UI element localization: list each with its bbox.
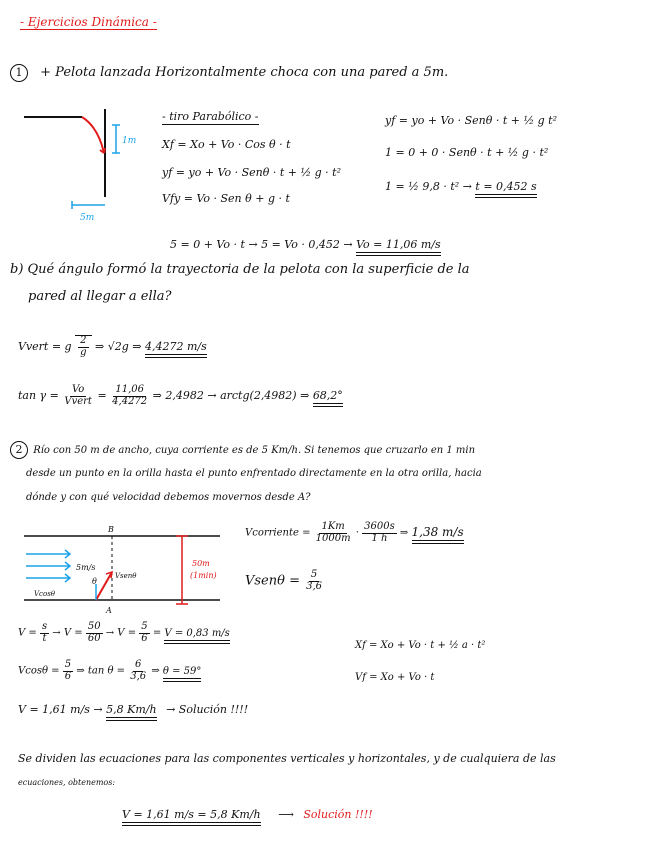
ex2-final-line: V = 1,61 m/s → 5,8 Km/h → Solución !!!! [18,703,248,716]
ex1-r1: yf = yo + Vo · Senθ · t + ½ g t² [385,114,557,127]
ex1-diagram [20,105,160,225]
ex1-r3: 1 = ½ 9,8 · t² → t = 0,452 s [385,180,537,193]
ex2-width-label: 50m [192,559,210,568]
ex1-height-label: 1m [122,136,137,146]
ex2-statement-3: dónde y con qué velocidad debemos movernos desde A? [26,492,311,503]
ex1-vvert-result: 4,4272 m/s [145,340,207,358]
ex2-velocity-vector [96,572,112,600]
svg-text:θ: θ [92,577,97,586]
ex2-conclusion-1: Se dividen las ecuaciones para las componentes verticales y horizontales, y de cualquiera de las [18,752,556,765]
ex2-v-line: V = $\frac{s}{t}$ → V = $\frac{50}{60}$ → V = $\frac{5}{6}$ = V = 0,83 m/s [18,621,230,644]
ex2-statement-1: 2 Río con 50 m de ancho, cuya corriente es de 5 Km/h. Si tenemos que cruzarlo en 1 min [10,441,475,459]
ex2-v-result: V = 0,83 m/s [164,628,229,644]
ex1-header [10,64,448,82]
ex2-vcos-line: Vcosθ = $\frac{5}{6}$ ⇒ tan θ = $\frac{6}{3,6}$ ⇒ θ = 59° [18,659,202,682]
ex1-vo-result: Vo = 11,06 m/s [356,238,441,256]
ex1-number: 1 [10,64,28,82]
ex2-diagram [20,522,235,622]
ex1-width-label: 5m [80,213,95,223]
ex1-trajectory [82,117,104,153]
ex2-statement-2: desde un punto en la orilla hasta el punto enfrentado directamente en la otra orilla, hacia [26,468,482,479]
ex2-point-a: A [106,606,112,615]
ex2-vcos-label: Vcosθ [34,590,55,598]
ex2-vsen-label: Vsenθ [115,572,137,580]
ex1-eq-x: Xf = Xo + Vo · Cos θ · t [162,138,291,151]
ex1-b-question-2: pared al llegar a ella? [28,289,172,304]
ex2-vf-eq: Vf = Xo + Vo · t [355,672,435,683]
ex2-number: 2 [10,441,28,459]
ex1-tan-line: tan γ = $\frac{Vo}{\text{Vvert}}$ = $\frac{11,06}{4,4272}$ ⇒ 2,4982 → arctg(2,4982) ⇒ 68,2° [18,384,343,407]
ex1-angle-result: 68,2° [313,389,343,407]
ex2-box-result: V = 1,61 m/s = 5,8 Km/h [122,808,261,826]
ex2-vc-line: Vcorriente = $\frac{1Km}{1000m}$ · $\frac{3600s}{1 h}$ ⇒ 1,38 m/s [245,521,464,544]
ex2-time-label: (1min) [190,571,217,580]
ex1-time-result: t = 0,452 s [475,180,536,198]
ex2-xf-eq: Xf = Xo + Vo · t + ½ a · t² [355,640,486,651]
ex2-vc-result: 1,38 m/s [412,525,464,544]
ex2-speed-label: 5m/s [76,563,96,572]
ex2-point-b: B [108,525,114,534]
ex2-box-line: V = 1,61 m/s = 5,8 Km/h ⟶ Solución !!!! [122,808,373,821]
ex1-r2: 1 = 0 + 0 · Senθ · t + ½ g · t² [385,146,549,159]
ex1-b-question-1: b) Qué ángulo formó la trayectoria de la pelota con la superficie de la [10,262,470,277]
ex2-conclusion-2: ecuaciones, obtenemos: [18,778,116,787]
ex2-box-solution: Solución !!!! [303,808,373,821]
ex1-statement: + Pelota lanzada Horizontalmente choca con una pared a 5m. [40,65,449,80]
ex1-type-label: - tiro Parabólico - [162,110,259,123]
ex1-eq-y: yf = yo + Vo · Senθ · t + ½ g · t² [162,166,341,179]
ex2-final-solution: Solución !!!! [178,703,249,716]
ex1-vvert-line: Vvert = g $\frac{2}{g}$ ⇒ √2g ⇒ 4,4272 m/s [18,335,207,358]
ex2-final-result: 5,8 Km/h [106,703,156,721]
ex2-current-arrows [26,550,70,582]
page-title: - Ejercicios Dinámica - [20,15,157,29]
ex1-vo-line: 5 = 0 + Vo · t → 5 = Vo · 0,452 → Vo = 11,06 m/s [170,238,441,251]
ex2-theta-result: θ = 59° [163,666,201,682]
ex1-eq-v: Vfy = Vo · Sen θ + g · t [162,192,290,205]
ex2-vsen-line: Vsenθ = $\frac{5}{3,6}$ [245,569,323,592]
